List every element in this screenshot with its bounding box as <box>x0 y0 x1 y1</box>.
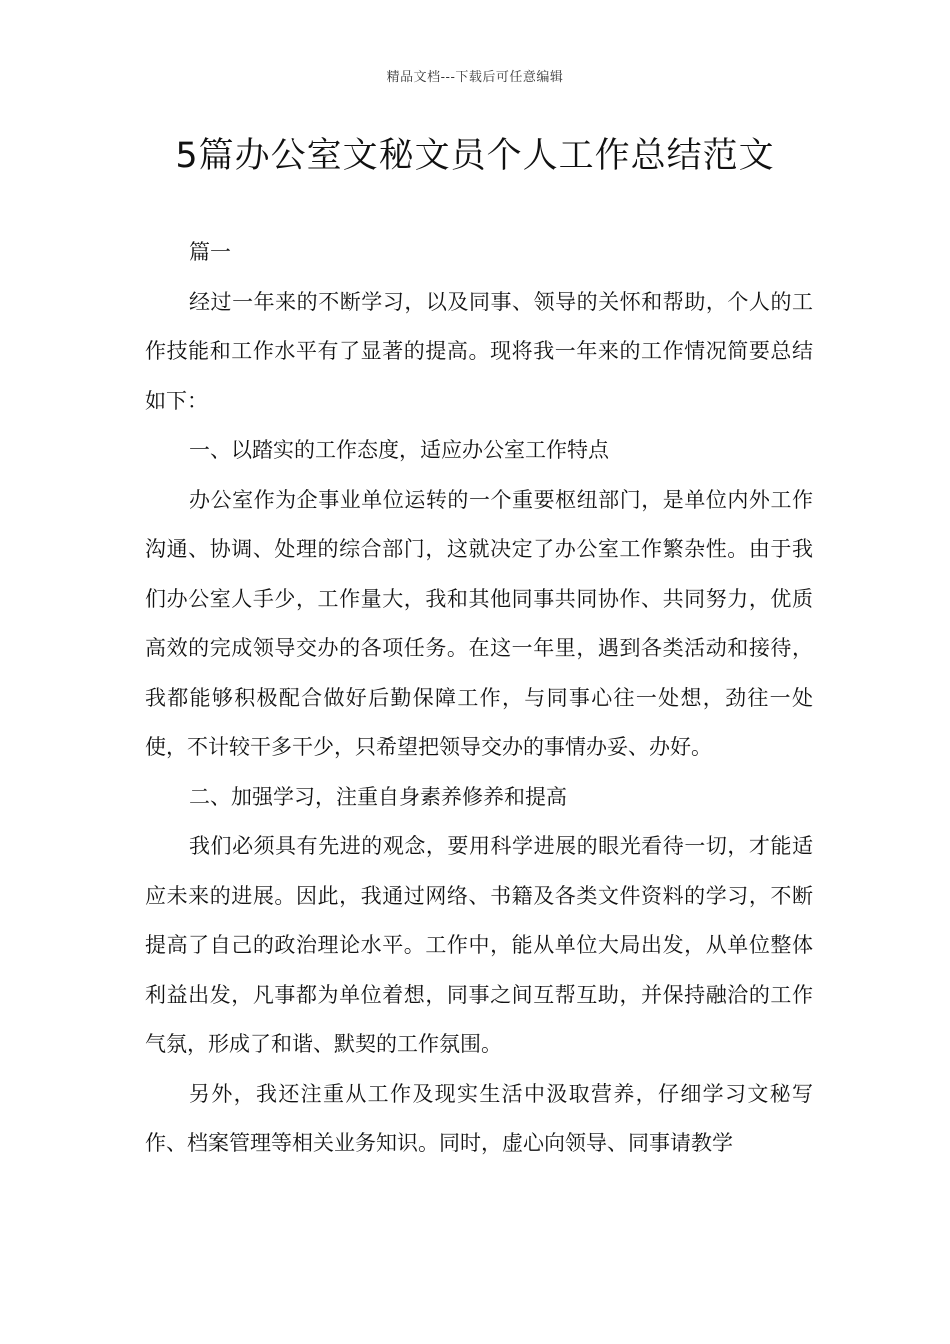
paragraph-additional: 另外，我还注重从工作及现实生活中汲取营养，仔细学习文秘写作、档案管理等相关业务知识。同时，虚心向领导、同事请教学 <box>145 1081 813 1155</box>
paragraph-learning: 我们必须具有先进的观念，要用科学进展的眼光看待一切，才能适应未来的进展。因此，我通过网络、书籍及各类文件资料的学习，不断提高了自己的政治理论水平。工作中，能从单位大局出发，从单位整体利益出发，凡事都为单位着想，同事之间互帮互助，并保持融洽的工作气氛，形成了和谐、默契的工作氛围。 <box>145 834 813 1056</box>
document-body <box>145 228 813 1169</box>
document-title: 5篇办公室文秘文员个人工作总结范文 <box>175 136 775 176</box>
paragraph-office-work: 办公室作为企事业单位运转的一个重要枢纽部门，是单位内外工作沟通、协调、处理的综合部门，这就决定了办公室工作繁杂性。由于我们办公室人手少，工作量大，我和其他同事共同协作、共同努力，优质高效的完成领导交办的各项任务。在这一年里，遇到各类活动和接待，我都能够积极配合做好后勤保障工作，与同事心往一处想，劲往一处使，不计较干多干少，只希望把领导交办的事情办妥、办好。 <box>145 487 813 759</box>
section-heading-1: 一、以踏实的工作态度，适应办公室工作特点 <box>189 438 609 462</box>
intro-paragraph: 经过一年来的不断学习，以及同事、领导的关怀和帮助，个人的工作技能和工作水平有了显著的提高。现将我一年来的工作情况简要总结如下： <box>145 289 813 413</box>
section-label: 篇一 <box>189 240 231 264</box>
header-note: 精品文档---下载后可任意编辑 <box>386 70 564 85</box>
section-heading-2: 二、加强学习，注重自身素养修养和提高 <box>189 784 567 809</box>
